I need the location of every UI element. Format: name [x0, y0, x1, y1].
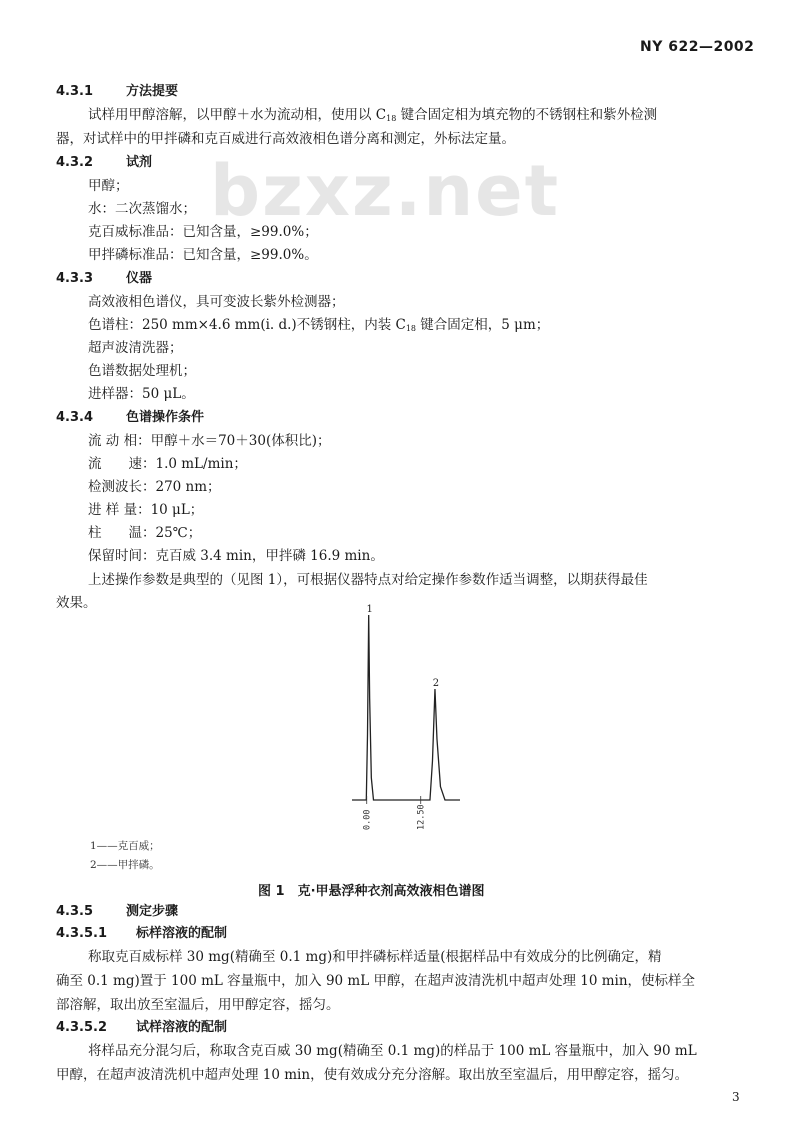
watermark: bzxz.net — [210, 150, 561, 232]
list-item: 超声波清洗器； — [88, 340, 183, 356]
peak-label-2: 2 — [432, 678, 440, 689]
section-4-3-5-2-heading — [56, 1019, 227, 1037]
page-number: 3 — [732, 1090, 740, 1104]
text: 色谱柱：250 mm×4.6 mm(i. d.)不锈钢柱，内装 C — [88, 317, 406, 333]
list-item: 流 动 相：甲醇＋水＝70＋30(体积比)； — [88, 433, 331, 449]
list-item: 色谱数据处理机； — [88, 363, 196, 379]
section-title: 试剂 — [126, 155, 153, 170]
paragraph-line — [88, 106, 657, 128]
list-item: 甲拌磷标准品：已知含量，≥99.0%。 — [88, 247, 318, 263]
section-title: 测定步骤 — [126, 904, 179, 919]
list-item: 甲醇； — [88, 178, 129, 194]
paragraph-line: 将样品充分混匀后，称取含克百威 30 mg(精确至 0.1 mg)的样品于 100 mL 容量瓶中，加入 90 mL — [88, 1043, 697, 1059]
section-number: 4.3.5.2 — [56, 1020, 107, 1035]
x-tick-label: 12.50 — [416, 804, 427, 830]
section-number: 4.3.5.1 — [56, 926, 107, 941]
list-item: 高效液相色谱仪，具可变波长紫外检测器； — [88, 294, 345, 310]
peak-label-1: 1 — [366, 604, 373, 615]
section-number: 4.3.4 — [56, 410, 94, 425]
section-title: 试样溶液的配制 — [136, 1020, 228, 1035]
section-4-3-5-1-heading — [56, 925, 227, 943]
text: 键合固定相为填充物的不锈钢柱和紫外检测 — [396, 107, 658, 123]
list-item: 进 样 量：10 μL； — [88, 502, 204, 518]
section-number: 4.3.3 — [56, 271, 94, 286]
legend-item-2: 2——甲拌磷。 — [90, 859, 160, 871]
paragraph-line: 器，对试样中的甲拌磷和克百威进行高效液相色谱分离和测定，外标法定量。 — [56, 131, 515, 147]
list-item — [88, 316, 549, 338]
section-4-3-1-heading — [56, 83, 178, 101]
subscript: 18 — [386, 114, 397, 123]
section-4-3-2-heading — [56, 154, 152, 172]
paragraph-line: 甲醇，在超声波清洗机中超声处理 10 min，使有效成分充分溶解。取出放至室温后，用甲醇定容，摇匀。 — [56, 1067, 689, 1083]
list-item: 检测波长：270 nm； — [88, 479, 221, 495]
text: 试样用甲醇溶解，以甲醇＋水为流动相，使用以 C — [88, 107, 387, 123]
list-item: 克百威标准品：已知含量，≥99.0%； — [88, 224, 318, 240]
list-item: 进样器：50 μL。 — [88, 386, 195, 402]
section-title: 色谱操作条件 — [126, 410, 205, 425]
paragraph-line: 上述操作参数是典型的（见图 1），可根据仪器特点对给定操作参数作适当调整，以期获得最佳 — [88, 572, 648, 588]
section-number: 4.3.5 — [56, 904, 94, 919]
text: 键合固定相，5 μm； — [416, 317, 550, 333]
chromatogram-trace — [352, 615, 460, 800]
section-4-3-4-heading — [56, 409, 204, 427]
legend-item-1: 1——克百威； — [90, 840, 160, 852]
list-item: 流 速：1.0 mL/min； — [88, 456, 247, 472]
paragraph-line: 部溶解，取出放至室温后，用甲醇定容，摇匀。 — [56, 997, 340, 1013]
list-item: 水：二次蒸馏水； — [88, 201, 196, 217]
list-item: 保留时间：克百威 3.4 min，甲拌磷 16.9 min。 — [88, 548, 384, 564]
section-4-3-5-heading — [56, 903, 178, 921]
figure-caption: 图 1 克·甲悬浮种衣剂高效液相色谱图 — [258, 884, 485, 899]
section-title: 方法提要 — [126, 84, 179, 99]
section-number: 4.3.1 — [56, 84, 94, 99]
section-number: 4.3.2 — [56, 155, 94, 170]
section-title: 标样溶液的配制 — [136, 926, 228, 941]
chromatogram — [330, 604, 480, 840]
x-tick-label: 0.00 — [362, 809, 373, 830]
section-title: 仪器 — [126, 271, 153, 286]
paragraph-line: 称取克百威标样 30 mg(精确至 0.1 mg)和甲拌磷标样适量(根据样品中有效成分的比例确定，精 — [88, 949, 662, 965]
section-4-3-3-heading — [56, 270, 152, 288]
list-item: 柱 温：25℃； — [88, 525, 202, 541]
paragraph-line: 效果。 — [56, 595, 97, 611]
subscript: 18 — [405, 324, 417, 333]
document-id: NY 622—2002 — [640, 39, 755, 55]
paragraph-line: 确至 0.1 mg)置于 100 mL 容量瓶中，加入 90 mL 甲醇，在超声波清洗机中超声处理 10 min，使标样全 — [56, 973, 696, 989]
